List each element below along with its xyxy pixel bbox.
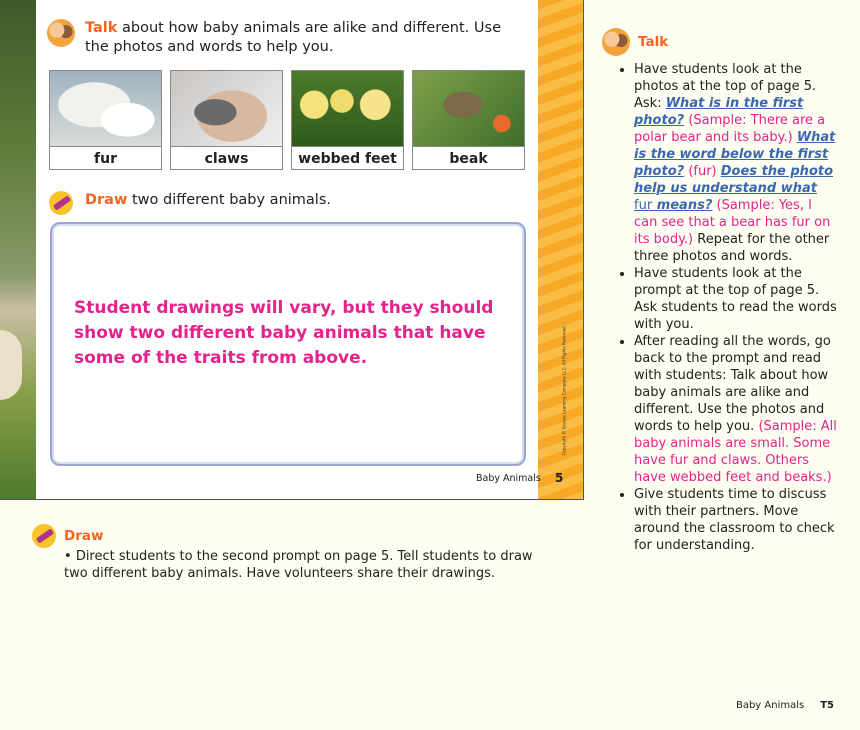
photo-label-beak: beak xyxy=(413,146,524,171)
draw-prompt-text xyxy=(85,191,331,210)
te-draw-title: Draw xyxy=(64,528,104,544)
photo-label-claws: claws xyxy=(171,146,282,171)
photo-card-webbed-feet xyxy=(291,70,404,170)
crayon-icon xyxy=(49,191,73,215)
te-page-number: T5 xyxy=(820,700,834,711)
te-footer-title: Baby Animals xyxy=(735,700,805,711)
bullet-glyph: • xyxy=(64,549,76,564)
photo-card-fur xyxy=(49,70,162,170)
te-footer xyxy=(736,700,834,711)
photo-credits-text: Copyright © Savvas Learning Company LLC. All Rights Reserved. xyxy=(561,325,567,456)
question-1: What is in the first photo? xyxy=(634,96,804,128)
talk-prompt-body: about how baby animals are alike and different. Use the photos and words to help you. xyxy=(85,20,501,55)
photo-label-webbed-feet: webbed feet xyxy=(292,146,403,171)
question-3-start: Does the photo help us understand what xyxy=(634,164,834,196)
question-3-end: means? xyxy=(652,198,713,213)
b3-text: After reading all the words, go back to the prompt and read with students: Talk about how baby animals are alike and different. Use the photos and words to help you. xyxy=(634,334,831,434)
list-item xyxy=(634,333,838,486)
answer-annotation: Student drawings will vary, but they should show two different baby animals that have some of the traits from above. xyxy=(74,298,494,368)
bird-photo xyxy=(413,71,524,146)
b1-intro: Have students look at the photos at the top of page 5. Ask: xyxy=(634,62,817,111)
te-draw-heading xyxy=(32,524,103,548)
talk-keyword: Talk xyxy=(85,20,118,36)
list-item xyxy=(634,61,838,265)
claws-photo xyxy=(171,71,282,146)
te-talk-list xyxy=(602,61,838,554)
te-draw-instructions xyxy=(64,548,544,582)
talk-prompt xyxy=(47,19,515,57)
list-item: • Give students time to discuss with their partners. Move around the classroom to check for understanding. xyxy=(634,486,838,554)
b3-sample: (Sample: All baby animals are small. Some have fur and claws. Others have webbed feet and beaks.) xyxy=(634,419,837,485)
student-page xyxy=(0,0,584,500)
student-footer-title: Baby Animals xyxy=(476,473,541,484)
edge-photo-polar-bear xyxy=(0,0,36,500)
question-3-word: fur xyxy=(634,198,653,213)
photo-label-fur: fur xyxy=(50,146,161,171)
photo-card-beak xyxy=(412,70,525,170)
sample-2: (fur) xyxy=(684,164,721,179)
draw-prompt-body: two different baby animals. xyxy=(127,192,331,208)
te-draw-bullet-text: Direct students to the second prompt on page 5. Tell students to draw two different baby animals. Have volunteers share their drawings. xyxy=(64,549,533,581)
polar-bear-photo xyxy=(50,71,161,146)
list-item: • Have students look at the prompt at the top of page 5. Ask students to read the words with you. xyxy=(634,265,838,333)
question-2: What is the word below the first photo? xyxy=(634,130,836,179)
te-talk-heading xyxy=(602,28,838,56)
photo-credits xyxy=(554,290,574,465)
sample-3: (Sample: Yes, I can see that a bear has fur on its body.) xyxy=(634,198,831,247)
bear-fur-edge xyxy=(0,330,22,400)
b1-end: Repeat for the other three photos and words. xyxy=(634,232,830,264)
student-page-number: 5 xyxy=(555,471,564,485)
te-talk-column xyxy=(602,28,838,554)
talk-kids-icon xyxy=(602,28,630,56)
draw-prompt xyxy=(47,191,331,215)
talk-prompt-text xyxy=(85,19,515,57)
photo-row xyxy=(49,70,525,170)
crayon-icon xyxy=(32,524,56,548)
draw-keyword: Draw xyxy=(85,192,128,208)
photo-card-claws xyxy=(170,70,283,170)
te-talk-title: Talk xyxy=(638,34,669,50)
sample-1: (Sample: There are a polar bear and its baby.) xyxy=(634,113,826,145)
ducklings-photo xyxy=(292,71,403,146)
talk-kids-icon xyxy=(47,19,75,47)
